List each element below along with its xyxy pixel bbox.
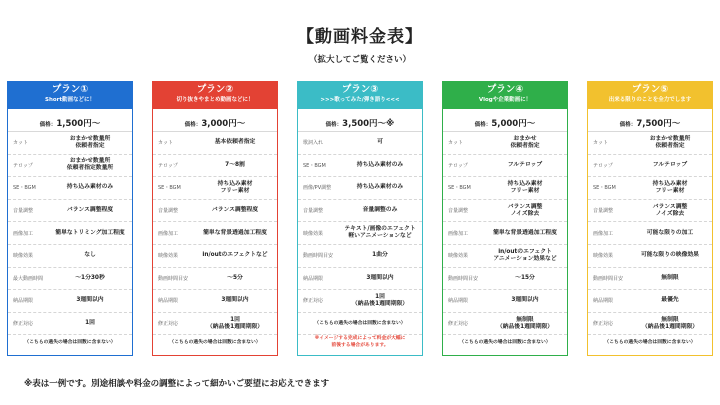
feature-row xyxy=(153,222,277,245)
feature-row xyxy=(588,313,712,336)
feature-label: 画像加工 xyxy=(448,230,469,237)
feature-row xyxy=(8,200,132,223)
feature-row xyxy=(443,245,567,268)
feature-row xyxy=(8,290,132,313)
feature-label: 動画時間目安 xyxy=(303,253,334,260)
plan-card-3 xyxy=(297,81,423,356)
price-label: 価格： xyxy=(39,122,57,128)
feature-label: 納品期限 xyxy=(303,275,324,282)
feature-label: SE・BGM xyxy=(448,185,471,192)
feature-value: 3週間以内 xyxy=(366,274,394,281)
feature-row xyxy=(588,222,712,245)
feature-label: 音量調整 xyxy=(593,208,614,215)
feature-label: 納品期限 xyxy=(13,298,34,305)
feature-label: 音量調整 xyxy=(13,208,34,215)
feature-value: 持ち込み素材のみ xyxy=(66,184,114,191)
feature-row xyxy=(298,155,422,178)
feature-value: （こちらの過失の場合は回数に含まない） xyxy=(314,321,406,327)
plan-footnote: （こちらの過失の場合は回数に含まない） xyxy=(24,340,116,345)
price-value: 3,000円〜 xyxy=(201,119,246,129)
feature-row xyxy=(8,222,132,245)
feature-label: SE・BGM xyxy=(158,185,181,192)
feature-row xyxy=(8,245,132,268)
feature-value: バランス調整 ノイズ除去 xyxy=(507,203,543,217)
feature-row xyxy=(443,222,567,245)
plan-tagline: Vlogや企業動画に！ xyxy=(478,97,532,103)
feature-label: 画像加工 xyxy=(593,230,614,237)
feature-value: 持ち込み素材のみ xyxy=(356,161,404,168)
plan-header xyxy=(298,82,422,109)
feature-value: 〜5分 xyxy=(227,274,243,281)
feature-row xyxy=(443,268,567,291)
plan-card-4 xyxy=(442,81,568,356)
feature-value: 無制限 xyxy=(661,274,679,281)
feature-rows xyxy=(8,132,132,335)
feature-value: 持ち込み素材 フリー素材 xyxy=(507,180,543,194)
price-row xyxy=(8,109,132,132)
feature-rows xyxy=(153,132,277,335)
feature-label: カット xyxy=(593,140,608,147)
feature-label: テロップ xyxy=(448,162,468,169)
feature-row xyxy=(8,268,132,291)
plan-name: プラン⑤ xyxy=(631,84,669,95)
price-label: 価格： xyxy=(474,122,492,128)
price-value: 5,000円〜 xyxy=(491,119,536,129)
feature-label: テロップ xyxy=(158,162,178,169)
plan-tagline: Short動画などに！ xyxy=(45,97,95,103)
feature-label: 修正対応 xyxy=(158,321,179,328)
price-row xyxy=(588,109,712,132)
feature-label: 音量調整 xyxy=(158,208,179,215)
feature-row xyxy=(153,155,277,178)
feature-label: 音量調整 xyxy=(303,208,324,215)
feature-row xyxy=(588,268,712,291)
feature-value: 可能な限りの映像効果 xyxy=(641,252,699,259)
feature-label: 納品期限 xyxy=(448,298,469,305)
plan-tagline: >>>歌ってみた/弾き語り<<< xyxy=(320,97,400,103)
plan-footnote: ※イメージする完成によって料金が大幅に 前後する場合があります。 xyxy=(314,336,406,348)
feature-label: 歌詞入れ xyxy=(303,140,324,147)
feature-value: in/outのエフェクト アニメーション効果など xyxy=(493,248,557,262)
feature-row xyxy=(298,222,422,245)
feature-value: フルテロップ xyxy=(507,161,543,168)
feature-row xyxy=(443,290,567,313)
feature-rows xyxy=(298,132,422,335)
feature-label: 画像加工 xyxy=(13,230,34,237)
feature-label: 修正対応 xyxy=(593,321,614,328)
price-label: 価格： xyxy=(325,122,343,128)
plan-name: プラン④ xyxy=(486,84,524,95)
feature-row xyxy=(298,177,422,200)
plan-header xyxy=(8,82,132,109)
feature-value: なし xyxy=(84,252,96,259)
feature-label: 納品期限 xyxy=(593,298,614,305)
feature-value: 7〜8割 xyxy=(225,161,245,168)
feature-row xyxy=(153,313,277,336)
feature-value: 無制限 （納品後1週間期限） xyxy=(496,316,554,330)
feature-row xyxy=(153,245,277,268)
feature-row xyxy=(443,155,567,178)
feature-value: 〜1分30秒 xyxy=(75,274,105,281)
price-row xyxy=(298,109,422,132)
feature-row xyxy=(298,313,422,336)
feature-row xyxy=(588,132,712,155)
feature-row xyxy=(153,290,277,313)
feature-value: バランス調整 ノイズ除去 xyxy=(652,203,688,217)
feature-row xyxy=(153,177,277,200)
feature-value: 3週間以内 xyxy=(221,297,249,304)
feature-row xyxy=(588,200,712,223)
plan-card-2 xyxy=(152,81,278,356)
feature-value: 最優先 xyxy=(661,297,679,304)
feature-row xyxy=(298,268,422,291)
bottom-note: ※表は一例です。別途相談や料金の調整によって細かいご要望にお応えできます xyxy=(24,379,330,389)
feature-row xyxy=(298,290,422,313)
feature-row xyxy=(588,290,712,313)
feature-value: 3週間以内 xyxy=(511,297,539,304)
feature-label: SE・BGM xyxy=(13,185,36,192)
feature-label: 動画時間目安 xyxy=(593,275,624,282)
feature-row xyxy=(298,200,422,223)
feature-value: おまかせ数量所 依頼者指定 xyxy=(69,135,111,149)
feature-label: 修正対応 xyxy=(448,321,469,328)
feature-label: 映像効果 xyxy=(158,253,179,260)
plan-card-5 xyxy=(587,81,713,356)
price-row xyxy=(153,109,277,132)
feature-row xyxy=(443,177,567,200)
feature-label: 動画時間目安 xyxy=(448,275,479,282)
feature-value: おまかせ数量所 依頼者指定 xyxy=(649,135,691,149)
feature-value: 可能な限りの加工 xyxy=(646,229,694,236)
feature-label: 画像/PV調整 xyxy=(303,185,332,192)
feature-label: 修正対応 xyxy=(303,298,324,305)
feature-row xyxy=(443,200,567,223)
price-row xyxy=(443,109,567,132)
feature-value: 3週間以内 xyxy=(76,297,104,304)
feature-label: 最大動画時間 xyxy=(13,275,44,282)
feature-value: 1曲分 xyxy=(372,252,388,259)
feature-label: SE・BGM xyxy=(593,185,616,192)
plan-footnote: （こちらの過失の場合は回数に含まない） xyxy=(169,340,261,345)
feature-value: 〜15分 xyxy=(515,274,535,281)
feature-row xyxy=(153,268,277,291)
plan-header xyxy=(443,82,567,109)
feature-label: 修正対応 xyxy=(13,321,34,328)
price-label: 価格： xyxy=(619,122,637,128)
feature-value: フルテロップ xyxy=(652,161,688,168)
feature-row xyxy=(8,155,132,178)
feature-label: テロップ xyxy=(13,162,33,169)
feature-value: 簡単な背景透過加工程度 xyxy=(493,229,557,236)
feature-value: 1回 （納品後1週間期限） xyxy=(206,316,264,330)
feature-value: おまかせ数量所 依頼者指定数量所 xyxy=(66,158,114,172)
feature-row xyxy=(8,132,132,155)
feature-value: 音量調整のみ xyxy=(362,207,398,214)
feature-row xyxy=(588,155,712,178)
page-subtitle: （拡大してご覧ください） xyxy=(308,55,411,65)
plan-header xyxy=(153,82,277,109)
feature-row xyxy=(153,200,277,223)
price-label: 価格： xyxy=(184,122,202,128)
feature-label: 映像効果 xyxy=(303,230,324,237)
feature-value: 簡単なトリミング加工程度 xyxy=(55,229,125,236)
price-value: 7,500円〜 xyxy=(636,119,681,129)
plan-tagline: 出来る限りのことを全力でします xyxy=(608,97,692,103)
feature-label: 動画時間目安 xyxy=(158,275,189,282)
feature-label: テロップ xyxy=(593,162,613,169)
feature-row xyxy=(8,313,132,336)
page-title: 【動画料金表】 xyxy=(297,27,423,47)
feature-value: 持ち込み素材のみ xyxy=(356,184,404,191)
feature-label: 映像効果 xyxy=(593,253,614,260)
price-value: 3,500円〜※ xyxy=(342,119,395,129)
plan-footnote: （こちらの過失の場合は回数に含まない） xyxy=(459,340,551,345)
feature-row xyxy=(298,132,422,155)
feature-row xyxy=(443,313,567,336)
feature-value: 1回 xyxy=(85,320,95,327)
feature-row xyxy=(443,132,567,155)
feature-value: バランス調整程度 xyxy=(211,207,259,214)
feature-label: カット xyxy=(158,140,173,147)
feature-label: 画像加工 xyxy=(158,230,179,237)
plan-name: プラン① xyxy=(51,84,89,95)
price-value: 1,500円〜 xyxy=(56,119,101,129)
feature-label: 映像効果 xyxy=(448,253,469,260)
plan-name: プラン② xyxy=(196,84,234,95)
feature-value: 可 xyxy=(377,139,383,146)
feature-row xyxy=(298,245,422,268)
plan-name: プラン③ xyxy=(341,84,379,95)
feature-value: 簡単な背景透過加工程度 xyxy=(203,229,267,236)
feature-label: カット xyxy=(13,140,28,147)
feature-value: バランス調整程度 xyxy=(66,207,114,214)
feature-value: テキスト/画像のエフェクト 軽いアニメーションなど xyxy=(344,226,416,240)
feature-value: 基本依頼者指定 xyxy=(214,139,256,146)
feature-value: 無制限 （納品後1週間期限） xyxy=(641,316,699,330)
feature-label: 音量調整 xyxy=(448,208,469,215)
feature-row xyxy=(153,132,277,155)
plan-card-1 xyxy=(7,81,133,356)
plan-tagline: 切り抜きやまとめ動画などに！ xyxy=(176,97,254,103)
plan-footnote: （こちらの過失の場合は回数に含まない） xyxy=(604,340,696,345)
feature-value: 持ち込み素材 フリー素材 xyxy=(652,180,688,194)
feature-label: 納品期限 xyxy=(158,298,179,305)
feature-rows xyxy=(588,132,712,335)
feature-value: 1回 （納品後1週間期限） xyxy=(351,293,409,307)
plan-header xyxy=(588,82,712,109)
feature-rows xyxy=(443,132,567,335)
feature-label: 映像効果 xyxy=(13,253,34,260)
feature-value: おまかせ 依頼者指定 xyxy=(510,135,540,149)
feature-label: SE・BGM xyxy=(303,162,326,169)
plan-cards xyxy=(7,81,713,356)
feature-label: カット xyxy=(448,140,463,147)
feature-value: 持ち込み素材 フリー素材 xyxy=(217,180,253,194)
feature-row xyxy=(8,177,132,200)
feature-row xyxy=(588,245,712,268)
feature-row xyxy=(588,177,712,200)
feature-value: in/outのエフェクトなど xyxy=(202,252,268,259)
